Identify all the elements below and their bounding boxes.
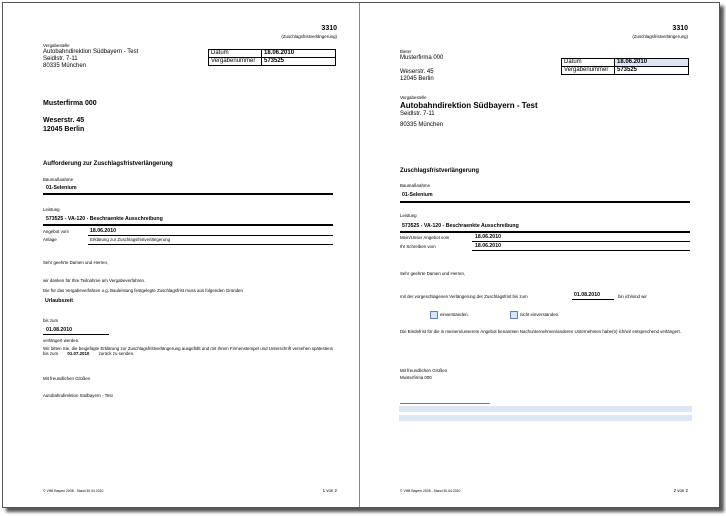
reason-value: Urlaubszeit <box>45 298 73 304</box>
form-number: 3310 <box>672 25 688 32</box>
datum-value: 18.06.2010 <box>615 59 689 67</box>
anlage-label: Anlage <box>43 237 57 242</box>
bieter-city: 12045 Berlin <box>400 76 434 82</box>
vergabestelle-name: Autobahndirektion Südbayern - Test <box>43 49 139 55</box>
divider <box>43 334 109 335</box>
signature: Autobahndirektion Südbayern - Test <box>43 393 113 398</box>
agree-intro: mit der vorgeschlagenen Verlängerung der Zuschlagsfrist bis zum <box>400 294 528 299</box>
page-1 <box>3 3 360 507</box>
leistung-value: 573525 - VA-120 - Beschraenkte Ausschreibung <box>46 216 163 222</box>
thanks-text: wir danken für Ihre Teilnahme am Vergabeverfahren. <box>43 278 146 283</box>
document-viewer <box>2 2 720 508</box>
vergabestelle-label: Vergabestelle <box>43 43 70 48</box>
vergabestelle-label: Vergabestelle <box>400 95 427 100</box>
footer-left: © VHB Bayern 2008 - Stand 30.04.2010 <box>400 489 461 493</box>
angebot-value: 18.06.2010 <box>475 234 501 240</box>
agree-end: bin ich/sind wir <box>618 294 647 299</box>
divider <box>43 193 333 195</box>
option-yes-label: einverstanden. <box>440 312 469 317</box>
bis-zum-label: bis zum <box>43 318 59 323</box>
signature-field[interactable] <box>399 406 692 412</box>
info-table <box>561 58 689 75</box>
vergabestelle-name: Autobahndirektion Südbayern - Test <box>400 101 538 110</box>
stamp-field[interactable] <box>399 415 692 421</box>
request-end: zurück zu senden. <box>98 351 135 356</box>
request-date: 01.07.2010 <box>67 351 90 356</box>
agree-date: 01.08.2010 <box>574 292 600 298</box>
request-text: Wir bitten Sie, die beigefügte Erklärung zur Zuschlagsfristverlängerung ausgefüllt und mit Ihrem Firmenstempel und Unterschrift versehen spätestens bis zum <box>43 346 333 356</box>
vergabestelle-street: Seidlstr. 7-11 <box>400 111 435 117</box>
leistung-label: Leistung <box>400 213 417 218</box>
reason-intro: Die für das Vergabeverfahren o.g. Bauleistung festgelegte Zuschlagsfrist muss aus folgenden Gründen <box>43 288 243 293</box>
info-table <box>208 49 336 66</box>
vergabestelle-city: 80335 München <box>400 122 444 128</box>
divider <box>43 224 333 226</box>
binding-text: Die Bindefrist für die in meinem/unserem Angebot benannten Nachunternehmen/anderen Unternehmen habe(n) ich/wir entsprechend verlängert. <box>400 329 681 334</box>
divider <box>472 241 690 242</box>
form-number: 3310 <box>321 25 337 32</box>
divider <box>572 299 614 300</box>
recipient-city: 12045 Berlin <box>43 126 85 133</box>
datum-label: Datum <box>562 59 615 67</box>
vergabenummer-label: Vergabenummer <box>562 67 615 75</box>
baumassnahme-label: Baumaßnahme <box>400 183 431 188</box>
leistung-label: Leistung <box>43 207 60 212</box>
bieter-street: Weserstr. 45 <box>400 69 434 75</box>
leistung-value: 573525 - VA-120 - Beschraenkte Ausschreibung <box>402 223 519 229</box>
divider <box>472 250 690 251</box>
subject: Zuschlagsfristverlängerung <box>400 168 480 174</box>
option-no-label: nicht einverstanden. <box>520 312 560 317</box>
salutation: Sehr geehrte Damen und Herren, <box>43 260 109 265</box>
footer-page-number: 2 von 2 <box>673 488 688 493</box>
schreiben-value: 18.06.2010 <box>475 243 501 249</box>
form-title: (Zuschlagsfristverlängerung) <box>632 34 688 39</box>
datum-label: Datum <box>209 50 262 58</box>
divider <box>400 201 690 203</box>
bieter-label: Bieter <box>400 49 412 54</box>
recipient-street: Weserstr. 45 <box>43 117 85 124</box>
page-2 <box>360 3 719 507</box>
closing: Mit freundlichen Grüßen <box>43 376 91 381</box>
baumassnahme-label: Baumaßnahme <box>43 177 74 182</box>
angebot-label: Angebot vom <box>43 229 69 234</box>
baumassnahme-value: 01-Selenium <box>46 185 77 191</box>
subject: Aufforderung zur Zuschlagsfristverlängerung <box>43 161 173 167</box>
signature: Musterfirma 000 <box>400 375 432 380</box>
schreiben-label: Ihr Schreiben vom <box>400 244 436 249</box>
vergabenummer-value: 573525 <box>262 58 336 66</box>
extended-text: verlängert werden. <box>43 338 80 343</box>
form-title: (Zuschlagsfristverlängerung) <box>281 34 337 39</box>
angebot-value: 18.06.2010 <box>90 228 116 234</box>
bis-zum-value: 01.08.2010 <box>46 327 72 333</box>
closing: Mit freundlichen Grüßen <box>400 368 448 373</box>
request-paragraph <box>43 346 333 356</box>
angebot-label: Mein/Unser Angebot vom <box>400 235 450 240</box>
vergabenummer-label: Vergabenummer <box>209 58 262 66</box>
datum-value: 18.06.2010 <box>262 50 336 58</box>
baumassnahme-value: 01-Selenium <box>402 192 433 198</box>
vergabestelle-street: Seidlstr. 7-11 <box>43 56 78 62</box>
vergabestelle-city: 80335 München <box>43 63 87 69</box>
salutation: Sehr geehrte Damen und Herren, <box>400 271 466 276</box>
footer-left: © VHB Bayern 2008 - Stand 30.04.2010 <box>43 489 104 493</box>
agree-checkbox[interactable] <box>430 311 438 319</box>
signature-line <box>400 403 490 404</box>
divider <box>88 244 333 245</box>
disagree-checkbox[interactable] <box>510 311 518 319</box>
recipient-name: Musterfirma 000 <box>43 100 97 107</box>
vergabenummer-value: 573525 <box>615 67 689 75</box>
divider <box>88 235 333 236</box>
anlage-value: Erklärung zur Zuschlagsfristverlängerung <box>90 237 171 242</box>
divider <box>400 231 690 233</box>
footer-page-number: 1 von 2 <box>322 488 337 493</box>
bieter-name: Musterfirma 000 <box>400 55 444 61</box>
